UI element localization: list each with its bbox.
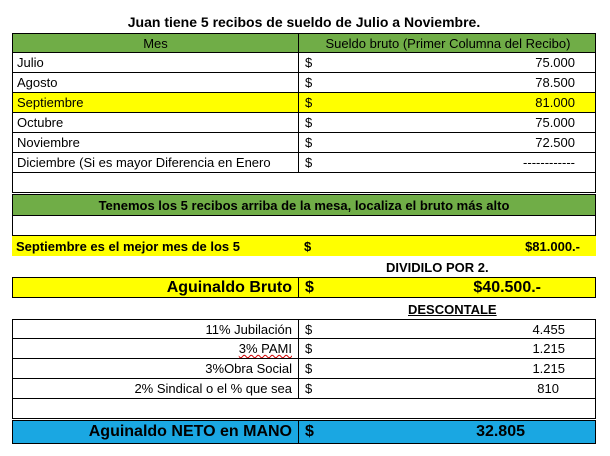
table-row (12, 53, 596, 73)
currency-symbol: $ (305, 423, 314, 440)
deduction-amount: 1.215 (532, 341, 565, 356)
currency-symbol: $ (305, 75, 313, 90)
currency-symbol: $ (305, 278, 314, 296)
instruction-text: Tenemos los 5 recibos arriba de la mesa, localiza el bruto más alto (98, 197, 510, 213)
currency-symbol: $ (305, 341, 313, 356)
deduction-amount: 1.215 (532, 361, 565, 376)
currency-symbol: $ (305, 381, 313, 396)
empty-row (12, 173, 596, 193)
month-label: Agosto (13, 73, 299, 92)
deduction-row (12, 359, 596, 379)
descontale-row (12, 299, 596, 319)
table-row (12, 113, 596, 133)
divide-note-row (12, 257, 596, 277)
table-row-highlighted (12, 93, 596, 113)
table-row (12, 153, 596, 173)
currency-symbol: $ (305, 321, 313, 337)
page-title: Juan tiene 5 recibos de sueldo de Julio a Noviembre. (127, 14, 481, 30)
currency-symbol: $ (305, 115, 313, 130)
month-amount: 75.000 (535, 115, 575, 130)
month-label: Diciembre (Si es mayor Diferencia en Enero (13, 153, 299, 172)
deduction-amount: 4.455 (532, 321, 565, 337)
aguinaldo-bruto-row (12, 277, 596, 298)
aguinaldo-bruto-label: Aguinaldo Bruto (13, 278, 299, 297)
divide-note: DIVIDILO POR 2. (386, 259, 489, 275)
currency-symbol: $ (305, 361, 313, 376)
descontale-note: DESCONTALE (408, 301, 497, 317)
aguinaldo-bruto-amount: $40.500.- (473, 278, 541, 296)
month-label: Julio (13, 53, 299, 72)
header-gross-salary: Sueldo bruto (Primer Columna del Recibo) (325, 35, 571, 51)
table-row (12, 73, 596, 93)
month-amount: 81.000 (535, 95, 575, 110)
instruction-banner (12, 194, 596, 216)
deduction-label-text: 3% PAMI (238, 341, 292, 356)
deduction-label: 3%Obra Social (13, 359, 299, 378)
deduction-row (12, 379, 596, 399)
best-month-amount: $81.000.- (525, 238, 580, 254)
best-month-label: Septiembre es el mejor mes de los 5 (16, 238, 240, 254)
deduction-label (13, 339, 299, 358)
title-row (12, 12, 596, 32)
empty-row (12, 216, 596, 236)
aguinaldo-neto-row (12, 420, 596, 444)
deduction-row (12, 339, 596, 359)
deduction-amount: 810 (537, 381, 559, 396)
currency-symbol: $ (304, 238, 312, 254)
month-amount: 75.000 (535, 55, 575, 70)
table-row (12, 133, 596, 153)
currency-symbol: $ (305, 95, 313, 110)
best-month-row (12, 236, 596, 256)
currency-symbol: $ (305, 55, 313, 70)
aguinaldo-neto-amount: 32.805 (476, 423, 525, 440)
month-label: Septiembre (13, 93, 299, 112)
month-amount: 78.500 (535, 75, 575, 90)
header-month: Mes (13, 34, 299, 52)
aguinaldo-neto-label: Aguinaldo NETO en MANO (13, 421, 299, 443)
currency-symbol: $ (305, 135, 313, 150)
empty-row (12, 399, 596, 419)
currency-symbol: $ (305, 155, 313, 170)
month-label: Octubre (13, 113, 299, 132)
month-label: Noviembre (13, 133, 299, 152)
deduction-row (12, 319, 596, 339)
month-amount: 72.500 (535, 135, 575, 150)
deduction-label: 11% Jubilación (13, 320, 299, 338)
month-amount: ------------ (523, 155, 575, 170)
deduction-label: 2% Sindical o el % que sea (13, 379, 299, 398)
table-header (12, 33, 596, 53)
